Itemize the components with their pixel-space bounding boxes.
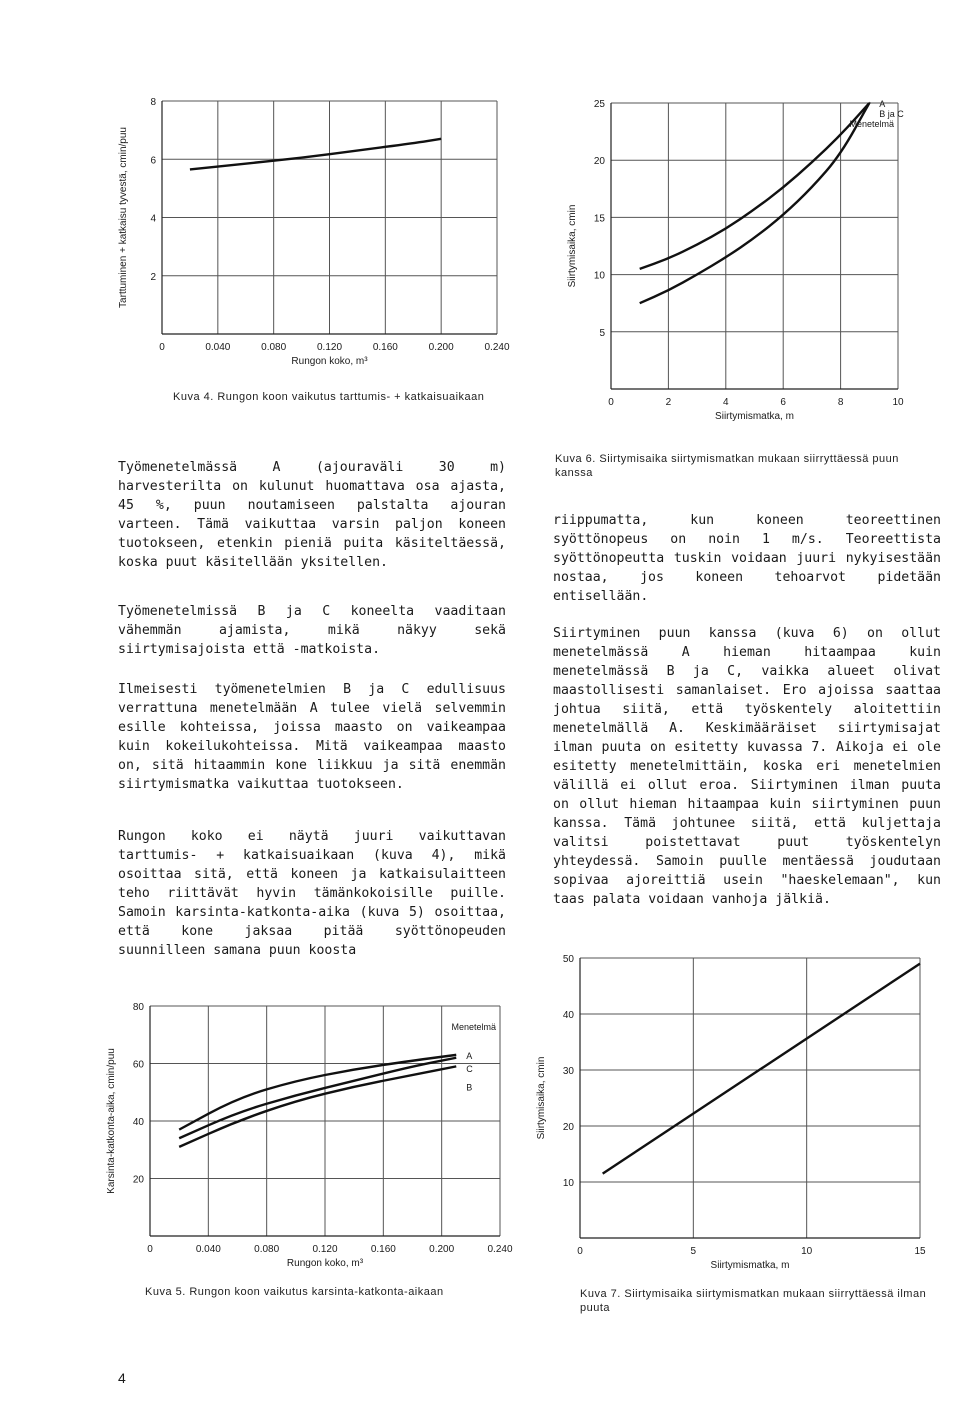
x-tick-label: 0.240 xyxy=(487,1244,513,1255)
x-tick-label: 0.200 xyxy=(428,342,454,353)
chart-kuva7-svg xyxy=(536,950,940,1280)
x-tick-label: 0.240 xyxy=(484,342,510,353)
x-tick-label: 0 xyxy=(577,1246,583,1257)
x-tick-label: 0.160 xyxy=(370,1244,396,1255)
y-tick-label: 60 xyxy=(132,1059,144,1071)
y-tick-label: 20 xyxy=(593,156,605,168)
caption-kuva7: Kuva 7. Siirtymisaika siirtymismatkan mukaan siirryttäessä ilman puuta xyxy=(580,1288,927,1314)
chart-kuva7 xyxy=(536,950,940,1280)
y-tick-label: 25 xyxy=(593,99,605,110)
x-axis-label: Rungon koko, m³ xyxy=(291,356,368,367)
caption-kuva5: Kuva 5. Rungon koon vaikutus karsinta-katkonta-aikaan xyxy=(145,1286,444,1298)
series-line-B ja C xyxy=(640,103,870,303)
x-tick-label: 10 xyxy=(801,1246,813,1257)
x-tick-label: 8 xyxy=(837,397,844,408)
x-axis-label: Siirtymismatka, m xyxy=(710,1260,790,1271)
caption-kuva4: Kuva 4. Rungon koon vaikutus tarttumis- + katkaisuaikaan xyxy=(173,391,485,403)
x-tick-label: 4 xyxy=(723,397,729,408)
y-tick-label: 15 xyxy=(593,213,605,225)
x-tick-label: 2 xyxy=(665,397,672,408)
paragraph-right-1: riippumatta, kun koneen teoreettinen syöttönopeus on noin 1 m/s. Teoreettista syöttönopeutta tuskin voidaan juuri nykyisestään nostaa, jos koneen tehoarvot pidetään entisellään. xyxy=(553,513,941,604)
series-label-B: B xyxy=(466,1082,473,1093)
x-tick-label: 0.040 xyxy=(195,1244,221,1255)
chart-kuva6 xyxy=(545,95,925,435)
y-tick-label: 6 xyxy=(150,155,156,167)
y-axis-label: Tarttuminen + katkaisu tyvestä, cmin/puu xyxy=(118,127,129,308)
y-axis-label: Siirtymisaika, cmin xyxy=(536,1056,547,1140)
paragraph-left-4: Rungon koko ei näytä juuri vaikuttavan tarttumis- + katkaisuaikaan (kuva 4), mikä osoittaa sitä, että koneen ja katkaisulaitteen teho riittävät hyvin tämänkokoisille puille. Samoin karsinta-katkonta-aika (kuva 5) osoittaa, että kone jaksaa pitää syöttönopeuden suunnilleen samana puun koosta xyxy=(118,829,506,958)
x-tick-label: 0 xyxy=(608,397,614,408)
x-tick-label: 10 xyxy=(892,397,904,408)
series-label-A: A xyxy=(879,99,886,109)
x-tick-label: 0 xyxy=(159,342,165,353)
y-tick-label: 80 xyxy=(132,1002,144,1013)
y-tick-label: 50 xyxy=(562,954,574,965)
x-tick-label: 0.080 xyxy=(254,1244,280,1255)
y-tick-label: 20 xyxy=(562,1122,574,1133)
x-tick-label: 15 xyxy=(914,1246,926,1257)
y-axis-label: Siirtymisaika, cmin xyxy=(567,204,578,288)
x-axis-label: Rungon koko, m³ xyxy=(286,1258,364,1269)
caption-kuva6: Kuva 6. Siirtymisaika siirtymismatkan mukaan siirryttäessä puun kanssa xyxy=(555,453,899,479)
series-line-0 xyxy=(190,139,441,170)
x-tick-label: 0.080 xyxy=(261,342,287,353)
chart-kuva6-svg xyxy=(545,95,925,435)
paragraph-left-2: Työmenetelmissä B ja C koneelta vaaditaan vähemmän ajamista, mikä näkyy sekä siirtymisajoista että -matkoista. xyxy=(118,604,506,657)
chart-kuva4 xyxy=(110,95,510,375)
x-tick-label: 0.120 xyxy=(312,1244,338,1255)
x-tick-label: 0.200 xyxy=(429,1244,455,1255)
legend-title: Menetelmä xyxy=(849,119,894,129)
y-tick-label: 40 xyxy=(562,1010,574,1021)
x-tick-label: 6 xyxy=(780,397,786,408)
y-tick-label: 5 xyxy=(599,327,605,339)
y-tick-label: 10 xyxy=(593,270,605,282)
paragraph-right-2: Siirtyminen puun kanssa (kuva 6) on ollut menetelmässä A hieman hitaampaa kuin menetelmässä B ja C, vaikka alueet olivat maastollisesti samanlaiset. Ero ajoissa saattaa johtua siitä, että työskentely aloitettiin menetelmällä A. Keskimääräiset siirtymisajat ilman puuta on esitetty kuvassa 7. Aikoja ei ole esitetty menetelmittäin, koska eri menetelmien välillä ei ollut eroa. Siirtyminen ilman puuta on ollut hieman hitaampaa kuin siirtyminen puun kanssa. Tämä johtunee siitä, että kuljettaja valitsi poistettavat puut työskentelyn yhteydessä. Samoin puulle mentäessä joudutaan sopivaa ajoreittiä usein "haeskelemaan", kun taas palata voidaan vanhoja jälkiä. xyxy=(553,626,941,907)
series-line-0 xyxy=(603,964,920,1174)
y-tick-label: 8 xyxy=(150,97,156,108)
chart-kuva5 xyxy=(106,998,520,1278)
series-line-C xyxy=(179,1058,456,1139)
series-label-A: A xyxy=(466,1050,473,1061)
x-axis-label: Siirtymismatka, m xyxy=(715,411,794,422)
x-tick-label: 0.040 xyxy=(205,342,231,353)
y-tick-label: 2 xyxy=(150,271,156,283)
x-tick-label: 0 xyxy=(147,1244,153,1255)
paragraph-left-1: Työmenetelmässä A (ajouraväli 30 m) harvesterilta on kulunut huomattava osa ajasta, 45 %, puun noutamiseen palstalta ajouran varteen. Tämä vaikuttaa varsin paljon koneen tuotokseen, etenkin pieniä puita käsiteltäessä, koska puut käsitellään yksitellen. xyxy=(118,460,506,570)
y-tick-label: 4 xyxy=(150,213,156,225)
x-tick-label: 0.160 xyxy=(372,342,398,353)
x-tick-label: 5 xyxy=(690,1246,697,1257)
y-tick-label: 40 xyxy=(132,1117,144,1128)
y-tick-label: 20 xyxy=(132,1174,144,1186)
x-tick-label: 0.120 xyxy=(316,342,343,353)
page-number: 4 xyxy=(118,1370,126,1386)
y-axis-label: Karsinta-katkonta-aika, cmin/puu xyxy=(106,1048,117,1194)
chart-kuva4-svg xyxy=(110,95,510,375)
series-label-C: C xyxy=(466,1063,473,1074)
legend-title: Menetelmä xyxy=(451,1022,496,1032)
y-tick-label: 10 xyxy=(562,1178,574,1189)
chart-kuva5-svg xyxy=(106,998,520,1278)
series-line-A xyxy=(640,103,870,269)
y-tick-label: 30 xyxy=(562,1066,574,1077)
series-label-B ja C: B ja C xyxy=(879,109,904,119)
paragraph-left-3: Ilmeisesti työmenetelmien B ja C edullisuus verrattuna menetelmään A tulee vielä selvemmin esille kohteissa, joissa maasto on vaikeampaa kuin kokeilukohteissa. Mitä vaikeampaa maasto on, sitä hitaammin kone liikkuu ja sitä enemmän siirtymismatka vaikuttaa tuotokseen. xyxy=(118,682,506,792)
